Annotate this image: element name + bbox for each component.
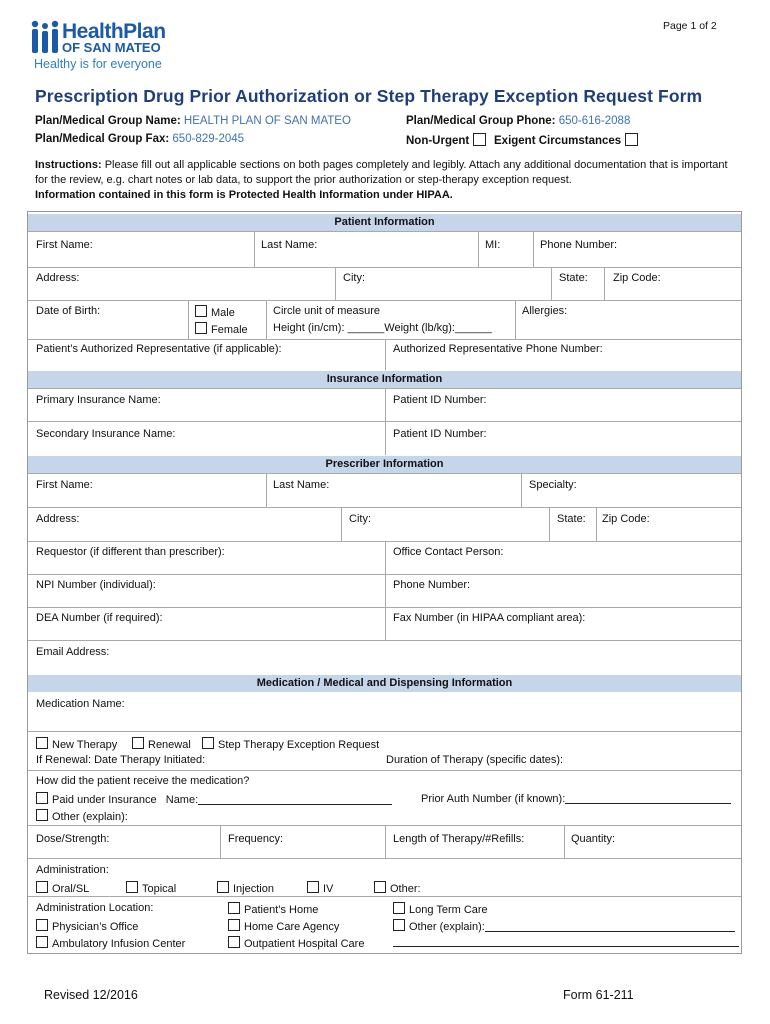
- form-number: Form 61-211: [563, 988, 634, 1002]
- height-weight-field[interactable]: Height (in/cm): ______Weight (lb/kg):______: [273, 322, 492, 334]
- primary-insurance[interactable]: Primary Insurance Name:: [36, 394, 161, 406]
- form-table: [27, 211, 742, 954]
- ambulatory-checkbox[interactable]: Ambulatory Infusion Center: [36, 936, 185, 950]
- administration-label: Administration:: [36, 864, 109, 876]
- length-of-therapy[interactable]: Length of Therapy/#Refills:: [393, 833, 525, 845]
- patient-zip[interactable]: Zip Code:: [613, 272, 661, 284]
- patient-allergies[interactable]: Allergies:: [522, 305, 568, 317]
- medication-name[interactable]: Medication Name:: [36, 698, 125, 710]
- outpatient-checkbox[interactable]: Outpatient Hospital Care: [228, 936, 364, 950]
- primary-patient-id[interactable]: Patient ID Number:: [393, 394, 487, 406]
- form-title: Prescription Drug Prior Authorization or Step Therapy Exception Request Form: [35, 86, 703, 106]
- paid-insurance-checkbox[interactable]: Paid under Insurance Name:: [36, 792, 392, 806]
- how-received-label: How did the patient receive the medication?: [36, 775, 250, 787]
- prescriber-city[interactable]: City:: [349, 513, 371, 525]
- oral-checkbox[interactable]: Oral/SL: [36, 881, 89, 895]
- other-location-checkbox[interactable]: Other (explain):: [393, 919, 735, 933]
- patient-section-header: Patient Information: [28, 214, 741, 231]
- authorized-rep-phone[interactable]: Authorized Representative Phone Number:: [393, 343, 603, 355]
- authorized-rep[interactable]: Patient’s Authorized Representative (if applicable):: [36, 343, 282, 355]
- prescriber-zip[interactable]: Zip Code:: [602, 513, 650, 525]
- patient-dob[interactable]: Date of Birth:: [36, 305, 101, 317]
- quantity[interactable]: Quantity:: [571, 833, 616, 845]
- prescriber-state[interactable]: State:: [557, 513, 586, 525]
- medication-section-header: Medication / Medical and Dispensing Information: [28, 675, 741, 692]
- female-checkbox[interactable]: Female: [195, 322, 248, 336]
- renewal-checkbox[interactable]: Renewal: [132, 737, 191, 751]
- step-therapy-checkbox[interactable]: Step Therapy Exception Request: [202, 737, 379, 751]
- plan-name-row: Plan/Medical Group Name: HEALTH PLAN OF SAN MATEO: [35, 115, 351, 127]
- dea-number[interactable]: DEA Number (if required):: [36, 612, 163, 624]
- prior-auth-field[interactable]: Prior Auth Number (if known):: [421, 792, 731, 805]
- renewal-date-field[interactable]: If Renewal: Date Therapy Initiated:: [36, 754, 206, 766]
- patient-home-checkbox[interactable]: Patient’s Home: [228, 902, 318, 916]
- prescriber-specialty[interactable]: Specialty:: [529, 479, 577, 491]
- admin-location-label: Administration Location:: [36, 902, 154, 914]
- logo-sub: OF SAN MATEO: [62, 40, 161, 55]
- prescriber-fax[interactable]: Fax Number (in HIPAA compliant area):: [393, 612, 586, 624]
- home-care-checkbox[interactable]: Home Care Agency: [228, 919, 339, 933]
- insurance-section-header: Insurance Information: [28, 371, 741, 388]
- other-location-line: [393, 946, 739, 947]
- new-therapy-checkbox[interactable]: New Therapy: [36, 737, 117, 751]
- other-admin-checkbox[interactable]: Other:: [374, 881, 421, 895]
- patient-address[interactable]: Address:: [36, 272, 80, 284]
- iv-checkbox[interactable]: IV: [307, 881, 333, 895]
- patient-phone[interactable]: Phone Number:: [540, 239, 618, 251]
- prescriber-section-header: Prescriber Information: [28, 456, 741, 473]
- other-explain-checkbox[interactable]: Other (explain):: [36, 809, 128, 823]
- dose-strength[interactable]: Dose/Strength:: [36, 833, 110, 845]
- patient-mi[interactable]: MI:: [485, 239, 501, 251]
- plan-fax-value: 650-829-2045: [172, 133, 245, 145]
- unit-measure-label: Circle unit of measure: [273, 305, 380, 317]
- revised-date: Revised 12/2016: [44, 988, 138, 1002]
- plan-fax-row: Plan/Medical Group Fax: 650-829-2045: [35, 133, 245, 145]
- patient-last-name[interactable]: Last Name:: [261, 239, 318, 251]
- plan-phone-row: Plan/Medical Group Phone: 650-616-2088: [406, 115, 631, 127]
- injection-checkbox[interactable]: Injection: [217, 881, 274, 895]
- office-contact-field[interactable]: Office Contact Person:: [393, 546, 504, 558]
- requestor-field[interactable]: Requestor (if different than prescriber):: [36, 546, 225, 558]
- topical-checkbox[interactable]: Topical: [126, 881, 176, 895]
- secondary-insurance[interactable]: Secondary Insurance Name:: [36, 428, 176, 440]
- plan-phone-value: 650-616-2088: [558, 115, 631, 127]
- logo-people-icon: [30, 20, 60, 54]
- non-urgent-checkbox[interactable]: Non-Urgent: [406, 133, 486, 147]
- patient-city[interactable]: City:: [343, 272, 365, 284]
- logo-tagline: Healthy is for everyone: [34, 57, 162, 71]
- plan-name-value: HEALTH PLAN OF SAN MATEO: [183, 115, 351, 127]
- logo-name: HealthPlan: [62, 20, 166, 43]
- instructions: Instructions: Please fill out all applicable sections on both pages completely and legibly. Attach any additional documentation that is important for the review, e.g. chart notes or lab data, to support the prior authorization or step-therapy exception request. Information contained in this form is Protected Health Information under HIPAA.: [35, 159, 728, 201]
- long-term-checkbox[interactable]: Long Term Care: [393, 902, 488, 916]
- page-number: Page 1 of 2: [663, 20, 717, 32]
- prescriber-first-name[interactable]: First Name:: [36, 479, 93, 491]
- prescriber-phone[interactable]: Phone Number:: [393, 579, 471, 591]
- male-checkbox[interactable]: Male: [195, 305, 235, 319]
- physician-office-checkbox[interactable]: Physician’s Office: [36, 919, 138, 933]
- patient-first-name[interactable]: First Name:: [36, 239, 93, 251]
- secondary-patient-id[interactable]: Patient ID Number:: [393, 428, 487, 440]
- prescriber-email[interactable]: Email Address:: [36, 646, 110, 658]
- prescriber-address[interactable]: Address:: [36, 513, 80, 525]
- hipaa-notice: Information contained in this form is Protected Health Information under HIPAA.: [35, 189, 453, 201]
- prescriber-last-name[interactable]: Last Name:: [273, 479, 330, 491]
- frequency[interactable]: Frequency:: [228, 833, 284, 845]
- duration-field[interactable]: Duration of Therapy (specific dates):: [386, 754, 564, 766]
- patient-state[interactable]: State:: [559, 272, 588, 284]
- npi-number[interactable]: NPI Number (individual):: [36, 579, 156, 591]
- exigent-checkbox[interactable]: Exigent Circumstances: [494, 133, 638, 147]
